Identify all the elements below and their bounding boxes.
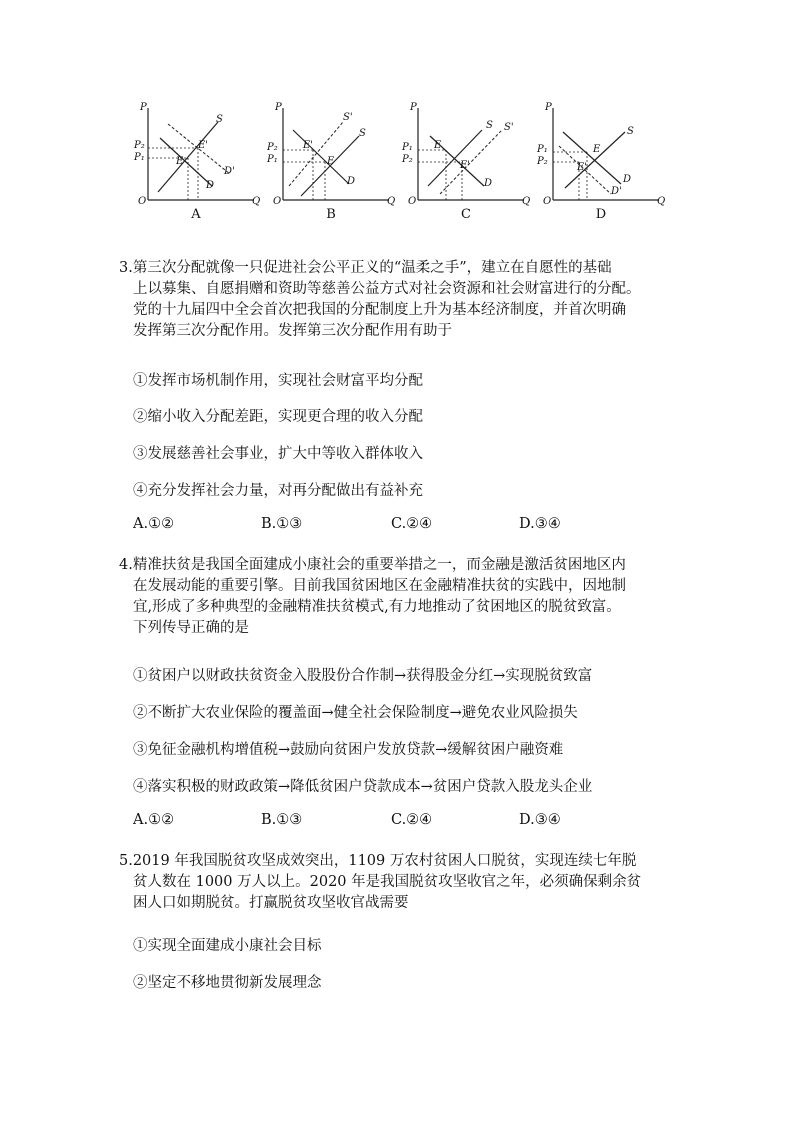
question-3-stem bbox=[119, 258, 679, 342]
q3-option-1: ①发挥市场机制作用，实现社会财富平均分配 bbox=[133, 373, 423, 389]
axis-p-label: P bbox=[410, 102, 417, 113]
axis-p-label: P bbox=[275, 102, 282, 113]
d-label: D bbox=[206, 180, 215, 191]
d-label: D bbox=[347, 176, 356, 187]
e-label: E bbox=[327, 156, 335, 167]
e2-label: E' bbox=[303, 140, 314, 151]
q4-option-3: ③免征金融机构增值税→鼓励向贫困户发放贷款→缓解贫困户融资难 bbox=[133, 742, 564, 758]
choice-d[interactable]: D.③④ bbox=[519, 812, 561, 828]
e-label: E bbox=[176, 156, 184, 167]
q4-option-4: ④落实积极的财政政策→降低贫困户贷款成本→贫困户贷款入股龙头企业 bbox=[133, 779, 593, 795]
p-high-label: P₁ bbox=[402, 142, 413, 153]
graph-b bbox=[265, 100, 397, 220]
stem-line: 困人口如期脱贫。打赢脱贫攻坚收官战需要 bbox=[133, 895, 409, 911]
p-high-label: P₂ bbox=[134, 140, 145, 151]
q3-option-2: ②缩小收入分配差距，实现更合理的收入分配 bbox=[133, 409, 423, 425]
s-label: S bbox=[216, 114, 223, 125]
q4-option-2: ②不断扩大农业保险的覆盖面→健全社会保险制度→避免农业风险损失 bbox=[133, 705, 578, 721]
graph-a-plot bbox=[130, 100, 262, 210]
e-label: E bbox=[434, 140, 442, 151]
stem-line: 上以募集、自愿捐赠和资助等慈善公益方式对社会资源和社会财富进行的分配。 bbox=[133, 281, 641, 297]
origin-label: O bbox=[138, 196, 147, 207]
axis-q-label: Q bbox=[387, 196, 396, 207]
choice-a[interactable]: A.①② bbox=[133, 812, 175, 828]
d2-label: D' bbox=[611, 186, 622, 197]
origin-label: O bbox=[408, 196, 417, 207]
p-low-label: P₁ bbox=[134, 152, 145, 163]
stem-line: 5.2019 年我国脱贫攻坚成效突出，1109 万农村贫困人口脱贫，实现连续七年脱 bbox=[119, 853, 637, 869]
s2-label: S' bbox=[343, 112, 353, 123]
axis-p-label: P bbox=[140, 102, 147, 113]
axis-q-label: Q bbox=[657, 196, 666, 207]
choice-c[interactable]: C.②④ bbox=[391, 812, 433, 828]
choice-b[interactable]: B.①③ bbox=[261, 516, 303, 532]
choice-b[interactable]: B.①③ bbox=[261, 812, 303, 828]
axis-q-label: Q bbox=[252, 196, 261, 207]
q5-option-2: ②坚定不移地贯彻新发展理念 bbox=[133, 975, 322, 991]
stem-line: 下列传导正确的是 bbox=[133, 620, 249, 636]
d2-label: D' bbox=[224, 166, 235, 177]
graph-b-plot bbox=[265, 100, 397, 210]
graph-caption: C bbox=[461, 207, 471, 222]
graph-d-plot bbox=[535, 100, 667, 210]
q3-option-3: ③发展慈善社会事业，扩大中等收入群体收入 bbox=[133, 446, 423, 462]
question-4-stem bbox=[119, 555, 679, 639]
stem-line: 在发展动能的重要引擎。目前我国贫困地区在金融精准扶贫的实践中，因地制 bbox=[133, 578, 626, 594]
e-label: E bbox=[593, 144, 601, 155]
q5-option-1: ①实现全面建成小康社会目标 bbox=[133, 938, 322, 954]
graph-caption: B bbox=[326, 207, 336, 222]
stem-line: 贫人数在 1000 万人以上。2020 年是我国脱贫攻坚收官之年，必须确保剩余贫 bbox=[133, 874, 642, 890]
origin-label: O bbox=[543, 196, 552, 207]
q4-option-1: ①贫困户以财政扶贫资金入股股份合作制→获得股金分红→实现脱贫致富 bbox=[133, 668, 593, 684]
d-label: D bbox=[484, 178, 493, 189]
p-low-label: P₂ bbox=[537, 156, 548, 167]
supply-demand-graphs bbox=[130, 100, 670, 220]
choice-d[interactable]: D.③④ bbox=[519, 516, 561, 532]
q3-option-4: ④充分发挥社会力量，对再分配做出有益补充 bbox=[133, 483, 423, 499]
stem-line: 宜,形成了多种典型的金融精准扶贫模式,有力地推动了贫困地区的脱贫致富。 bbox=[133, 599, 621, 615]
p-high-label: P₁ bbox=[537, 144, 548, 155]
origin-label: O bbox=[273, 196, 282, 207]
graph-a bbox=[130, 100, 262, 220]
choice-a[interactable]: A.①② bbox=[133, 516, 175, 532]
graph-d bbox=[535, 100, 667, 220]
p-low-label: P₁ bbox=[267, 154, 278, 165]
s-label: S bbox=[486, 120, 493, 131]
s-label: S bbox=[627, 126, 634, 137]
e2-label: E' bbox=[460, 160, 471, 171]
stem-line: 党的十九届四中全会首次把我国的分配制度上升为基本经济制度，并首次明确 bbox=[133, 302, 626, 318]
axis-p-label: P bbox=[545, 102, 552, 113]
axis-q-label: Q bbox=[522, 196, 531, 207]
e2-label: E' bbox=[198, 140, 209, 151]
question-5-stem bbox=[119, 851, 679, 914]
s-label: S bbox=[359, 128, 366, 139]
s2-label: S' bbox=[504, 122, 514, 133]
stem-line: 发挥第三次分配作用。发挥第三次分配作用有助于 bbox=[133, 323, 452, 339]
d-label: D bbox=[623, 174, 632, 185]
graph-c-plot bbox=[400, 100, 532, 210]
p-low-label: P₂ bbox=[402, 154, 413, 165]
e2-label: E' bbox=[577, 162, 588, 173]
p-high-label: P₂ bbox=[267, 142, 278, 153]
choice-c[interactable]: C.②④ bbox=[391, 516, 433, 532]
stem-line: 3.第三次分配就像一只促进社会公平正义的“温柔之手”，建立在自愿性的基础 bbox=[119, 260, 612, 276]
stem-line: 4.精准扶贫是我国全面建成小康社会的重要举措之一，而金融是激活贫困地区内 bbox=[119, 557, 626, 573]
graph-caption: A bbox=[191, 207, 201, 222]
graph-caption: D bbox=[595, 207, 607, 222]
graph-c bbox=[400, 100, 532, 220]
